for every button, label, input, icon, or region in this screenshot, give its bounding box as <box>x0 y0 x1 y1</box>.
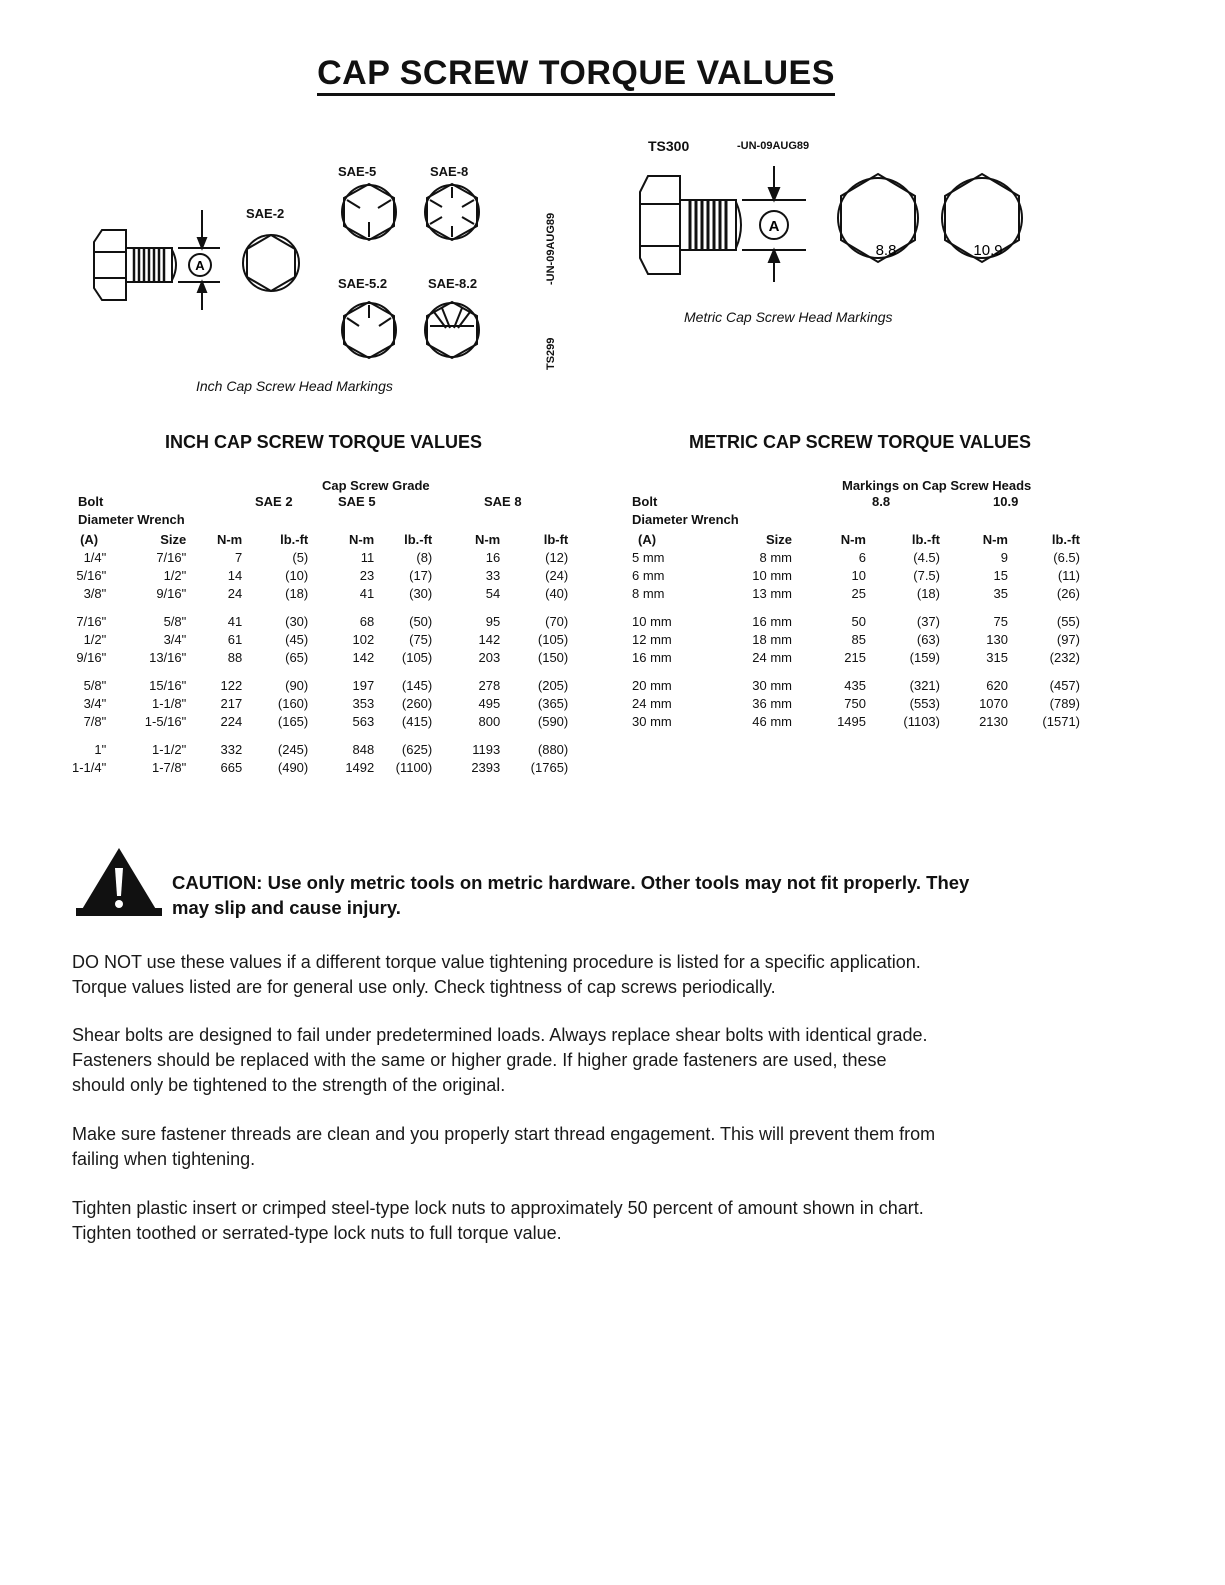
table-cell: (105) <box>537 631 569 647</box>
table-cell: 16 <box>485 549 501 565</box>
metric-table-title: METRIC CAP SCREW TORQUE VALUES <box>689 432 1032 452</box>
note-line: Tighten toothed or serrated-type lock nuts to full torque value. <box>72 1223 562 1243</box>
table-cell: (30) <box>285 613 309 629</box>
metric-un-code: -UN-09AUG89 <box>737 140 810 152</box>
table-row <box>72 758 568 776</box>
metric-diameter-wrench-label: Diameter Wrench <box>632 512 739 527</box>
table-cell: 14 <box>227 567 243 583</box>
table-cell: 5/8" <box>83 677 107 693</box>
note-line: should only be tightened to the strength of the original. <box>72 1075 506 1095</box>
inch-table-title: INCH CAP SCREW TORQUE VALUES <box>165 432 483 452</box>
inch-diameter-wrench-label: Diameter Wrench <box>78 512 185 527</box>
table-row <box>632 694 1080 712</box>
table-cell: 25 <box>851 585 866 601</box>
table-cell: (8) <box>416 549 433 565</box>
table-cell: (1100) <box>395 759 433 775</box>
table-cell: 85 <box>851 631 866 647</box>
table-row <box>72 648 568 666</box>
table-spacer <box>72 730 568 740</box>
sae5-label: SAE-5 <box>338 164 377 179</box>
table-cell: (490) <box>277 759 309 775</box>
table-row <box>632 712 1080 730</box>
table-cell: (30) <box>409 585 433 601</box>
note-paragraph-values <box>72 950 1057 1000</box>
table-cell: (12) <box>545 549 569 565</box>
table-cell: 10 <box>851 567 866 583</box>
inch-col-a: (A) <box>80 531 99 547</box>
metric-col-109-lbft: lb.-ft <box>1051 531 1080 547</box>
caution-line-1: CAUTION: Use only metric tools on metric hardware. Other tools may not fit properly. They <box>172 872 970 893</box>
table-cell: (105) <box>401 649 433 665</box>
metric-diagram-caption: Metric Cap Screw Head Markings <box>684 309 893 325</box>
table-cell: 12 mm <box>632 631 672 647</box>
inch-grade-sae2: SAE 2 <box>255 494 293 509</box>
table-cell: 142 <box>352 649 375 665</box>
table-cell: 41 <box>359 585 375 601</box>
table-row <box>72 612 568 630</box>
table-cell: 8 mm <box>632 585 665 601</box>
metric-ts-code: TS300 <box>648 138 690 154</box>
caution-line-2: may slip and cause injury. <box>172 897 401 918</box>
note-line: Torque values listed are for general use only. Check tightness of cap screws periodically. <box>72 977 776 997</box>
table-cell: (160) <box>277 695 309 711</box>
table-cell: 217 <box>220 695 243 711</box>
metric-head-markings-diagram <box>636 160 1056 290</box>
table-cell: (55) <box>1056 613 1080 629</box>
table-cell: (245) <box>277 741 309 757</box>
metric-a-symbol: A <box>768 218 780 235</box>
table-cell: 215 <box>844 649 866 665</box>
table-cell: 278 <box>478 677 501 693</box>
metric-col-109-nm: N-m <box>982 531 1008 547</box>
table-cell: 9/16" <box>76 649 107 665</box>
table-cell: (553) <box>909 695 940 711</box>
table-cell: 203 <box>478 649 501 665</box>
table-cell: 1495 <box>837 713 866 729</box>
table-cell: 224 <box>220 713 243 729</box>
inch-torque-table <box>72 530 568 776</box>
table-cell: 33 <box>485 567 501 583</box>
inch-col-sae2-lbft: lb.-ft <box>280 531 309 547</box>
inch-col-sae8-lbft: lb-ft <box>543 531 569 547</box>
table-cell: (415) <box>401 713 433 729</box>
table-cell: 122 <box>220 677 243 693</box>
warning-triangle-icon <box>76 846 162 918</box>
table-cell: 13 mm <box>752 585 792 601</box>
table-cell: (6.5) <box>1053 549 1080 565</box>
table-cell: 75 <box>993 613 1008 629</box>
metric-col-size: Size <box>765 531 792 547</box>
table-cell: 1" <box>94 741 107 757</box>
table-row <box>72 548 568 566</box>
table-spacer <box>632 666 1080 676</box>
table-cell: (11) <box>1057 567 1080 583</box>
table-row <box>632 548 1080 566</box>
table-row <box>72 630 568 648</box>
table-cell: 435 <box>844 677 866 693</box>
table-cell: (24) <box>545 567 569 583</box>
table-cell: 353 <box>352 695 375 711</box>
table-cell: 9 <box>1000 549 1008 565</box>
table-cell: (4.5) <box>913 549 940 565</box>
table-cell: (1765) <box>530 759 569 775</box>
table-cell: 24 mm <box>632 695 672 711</box>
table-cell: (40) <box>545 585 569 601</box>
table-cell: 197 <box>352 677 375 693</box>
table-cell: 848 <box>352 741 375 757</box>
table-cell: 35 <box>993 585 1008 601</box>
note-paragraph-shear-bolts <box>72 1023 1057 1098</box>
table-cell: 7 <box>235 549 243 565</box>
table-cell: 7/16" <box>76 613 107 629</box>
table-cell: 30 mm <box>632 713 672 729</box>
table-cell: (45) <box>285 631 309 647</box>
inch-head-markings-diagram <box>88 160 508 380</box>
table-cell: 620 <box>986 677 1008 693</box>
note-line: Make sure fastener threads are clean and you properly start thread engagement. This will prevent them from <box>72 1124 936 1144</box>
table-row <box>632 630 1080 648</box>
table-cell: (18) <box>916 585 940 601</box>
table-cell: 24 mm <box>752 649 792 665</box>
metric-col-88-lbft: lb.-ft <box>911 531 940 547</box>
note-line: DO NOT use these values if a different torque value tightening procedure is listed for a specific application. <box>72 952 921 972</box>
table-cell: 1-7/8" <box>152 759 187 775</box>
sae5-hex-icon <box>342 184 396 240</box>
metric-table-header-row <box>632 530 1080 548</box>
table-cell: (321) <box>909 677 940 693</box>
table-row <box>632 676 1080 694</box>
inch-grade-sae5: SAE 5 <box>338 494 376 509</box>
table-cell: (880) <box>537 741 569 757</box>
table-cell: 800 <box>478 713 501 729</box>
table-cell: 61 <box>227 631 243 647</box>
table-cell: 9/16" <box>156 585 187 601</box>
table-cell: 1-1/8" <box>152 695 187 711</box>
table-cell: 1193 <box>472 741 501 757</box>
table-cell: 130 <box>986 631 1008 647</box>
table-cell: 54 <box>485 585 501 601</box>
metric-grade-10-9-label: 10.9 <box>993 494 1019 509</box>
table-cell: (159) <box>909 649 940 665</box>
table-cell: 315 <box>986 649 1008 665</box>
metric-grade-8-8: 8.8 <box>875 242 897 259</box>
table-cell: 7/16" <box>156 549 187 565</box>
metric-markings-header: Markings on Cap Screw Heads <box>842 478 1032 493</box>
table-cell: 1070 <box>979 695 1008 711</box>
table-cell: 750 <box>844 695 866 711</box>
sae82-hex-icon <box>425 302 479 358</box>
page-title-text: CAP SCREW TORQUE VALUES <box>317 54 835 96</box>
inch-diagram-caption: Inch Cap Screw Head Markings <box>196 378 393 394</box>
table-row <box>72 584 568 602</box>
inch-bolt-label: Bolt <box>78 494 104 509</box>
table-cell: 20 mm <box>632 677 672 693</box>
table-cell: (70) <box>545 613 569 629</box>
sae8-label: SAE-8 <box>430 164 469 179</box>
table-cell: 1-1/4" <box>72 759 107 775</box>
page-title <box>0 54 1152 93</box>
table-cell: 36 mm <box>752 695 792 711</box>
table-cell: (789) <box>1049 695 1080 711</box>
table-cell: 5/16" <box>76 567 107 583</box>
table-cell: (232) <box>1049 649 1080 665</box>
table-spacer <box>72 602 568 612</box>
table-cell: 665 <box>220 759 243 775</box>
table-cell: (145) <box>401 677 433 693</box>
sae2-label: SAE-2 <box>246 206 285 221</box>
table-cell: (18) <box>285 585 309 601</box>
table-cell: (63) <box>916 631 940 647</box>
table-row <box>72 566 568 584</box>
note-paragraph-lock-nuts <box>72 1196 1057 1246</box>
table-cell: 5/8" <box>163 613 187 629</box>
metric-grade-8-8-label: 8.8 <box>872 494 891 509</box>
table-cell: 2130 <box>979 713 1008 729</box>
table-cell: (590) <box>537 713 569 729</box>
table-cell: (457) <box>1049 677 1080 693</box>
table-cell: 24 <box>227 585 243 601</box>
table-cell: (165) <box>277 713 309 729</box>
table-cell: 102 <box>352 631 375 647</box>
inch-col-sae5-nm: N-m <box>348 531 375 547</box>
table-cell: (50) <box>409 613 433 629</box>
table-cell: 18 mm <box>752 631 792 647</box>
inch-diagram-code-un: -UN-09AUG89 <box>545 212 557 285</box>
metric-grade-10-9: 10.9 <box>973 242 1003 259</box>
table-cell: 16 mm <box>752 613 792 629</box>
metric-torque-table <box>632 530 1080 730</box>
table-cell: 2393 <box>471 759 501 775</box>
table-cell: 7/8" <box>83 713 107 729</box>
table-cell: 6 <box>858 549 866 565</box>
note-line: Shear bolts are designed to fail under predetermined loads. Always replace shear bolts with identical grade. <box>72 1025 928 1045</box>
table-cell: 11 <box>360 549 375 565</box>
table-cell: 10 mm <box>752 567 792 583</box>
table-cell: 3/4" <box>163 631 187 647</box>
table-cell: 142 <box>478 631 501 647</box>
table-cell: 1/2" <box>163 567 187 583</box>
sae52-label: SAE-5.2 <box>338 276 388 291</box>
table-cell: 41 <box>227 613 243 629</box>
table-cell: 50 <box>851 613 866 629</box>
table-row <box>632 584 1080 602</box>
table-cell: (625) <box>401 741 433 757</box>
table-cell: 1492 <box>345 759 375 775</box>
inch-col-sae8-nm: N-m <box>474 531 501 547</box>
caution-message <box>172 870 1072 920</box>
table-cell: (65) <box>285 649 309 665</box>
table-row <box>72 740 568 758</box>
table-cell: (7.5) <box>913 567 940 583</box>
table-cell: 95 <box>485 613 501 629</box>
table-cell: (10) <box>285 567 309 583</box>
inch-a-symbol: A <box>195 258 205 273</box>
metric-bolt-label: Bolt <box>632 494 658 509</box>
table-cell: (150) <box>537 649 569 665</box>
note-paragraph-threads <box>72 1122 1057 1172</box>
table-cell: (5) <box>292 549 309 565</box>
table-cell: 1/2" <box>83 631 107 647</box>
inch-col-sae5-lbft: lb.-ft <box>404 531 433 547</box>
table-cell: 6 mm <box>632 567 665 583</box>
table-cell: 15 <box>993 567 1008 583</box>
sae8-hex-icon <box>425 184 479 240</box>
table-cell: 1-5/16" <box>144 713 187 729</box>
table-row <box>72 676 568 694</box>
inch-grade-sae8: SAE 8 <box>484 494 522 509</box>
table-cell: 68 <box>359 613 375 629</box>
table-cell: (90) <box>285 677 309 693</box>
table-cell: 332 <box>220 741 243 757</box>
note-line: Tighten plastic insert or crimped steel-type lock nuts to approximately 50 percent of amount shown in chart. <box>72 1198 924 1218</box>
table-cell: 5 mm <box>632 549 665 565</box>
table-spacer <box>632 602 1080 612</box>
table-cell: (17) <box>409 567 433 583</box>
table-cell: 16 mm <box>632 649 672 665</box>
table-cell: (26) <box>1056 585 1080 601</box>
table-cell: (1103) <box>903 713 940 729</box>
table-cell: 3/4" <box>83 695 107 711</box>
sae82-label: SAE-8.2 <box>428 276 478 291</box>
table-cell: (37) <box>916 613 940 629</box>
inch-col-sae2-nm: N-m <box>216 531 243 547</box>
table-cell: 88 <box>227 649 243 665</box>
table-cell: 10 mm <box>632 613 672 629</box>
table-spacer <box>72 666 568 676</box>
table-row <box>632 648 1080 666</box>
table-row <box>632 566 1080 584</box>
table-cell: 8 mm <box>759 549 792 565</box>
table-cell: 3/8" <box>83 585 107 601</box>
note-line: Fasteners should be replaced with the same or higher grade. If higher grade fasteners are used, these <box>72 1050 887 1070</box>
table-cell: 15/16" <box>149 677 187 693</box>
table-cell: (75) <box>409 631 433 647</box>
sae2-hex-icon <box>247 235 295 291</box>
table-cell: 1/4" <box>83 549 107 565</box>
inch-table-header-row <box>72 530 568 548</box>
table-cell: (205) <box>537 677 569 693</box>
table-cell: 563 <box>352 713 375 729</box>
table-row <box>632 612 1080 630</box>
table-cell: 1-1/2" <box>152 741 187 757</box>
table-cell: 46 mm <box>752 713 792 729</box>
table-cell: (1571) <box>1042 713 1080 729</box>
metric-col-a: (A) <box>638 531 657 547</box>
note-line: failing when tightening. <box>72 1149 256 1169</box>
inch-col-size: Size <box>160 531 187 547</box>
table-row <box>72 694 568 712</box>
sae52-hex-icon <box>342 302 396 358</box>
table-cell: (260) <box>401 695 433 711</box>
metric-col-88-nm: N-m <box>840 531 866 547</box>
table-cell: 30 mm <box>752 677 792 693</box>
table-cell: (97) <box>1056 631 1080 647</box>
inch-diagram-code-ts: TS299 <box>545 337 557 370</box>
table-cell: 13/16" <box>149 649 187 665</box>
table-cell: (365) <box>537 695 569 711</box>
table-row <box>72 712 568 730</box>
table-cell: 495 <box>478 695 501 711</box>
metric-bolt-side-view-icon <box>640 166 806 282</box>
inch-grade-header: Cap Screw Grade <box>322 478 430 493</box>
table-cell: 23 <box>359 567 375 583</box>
